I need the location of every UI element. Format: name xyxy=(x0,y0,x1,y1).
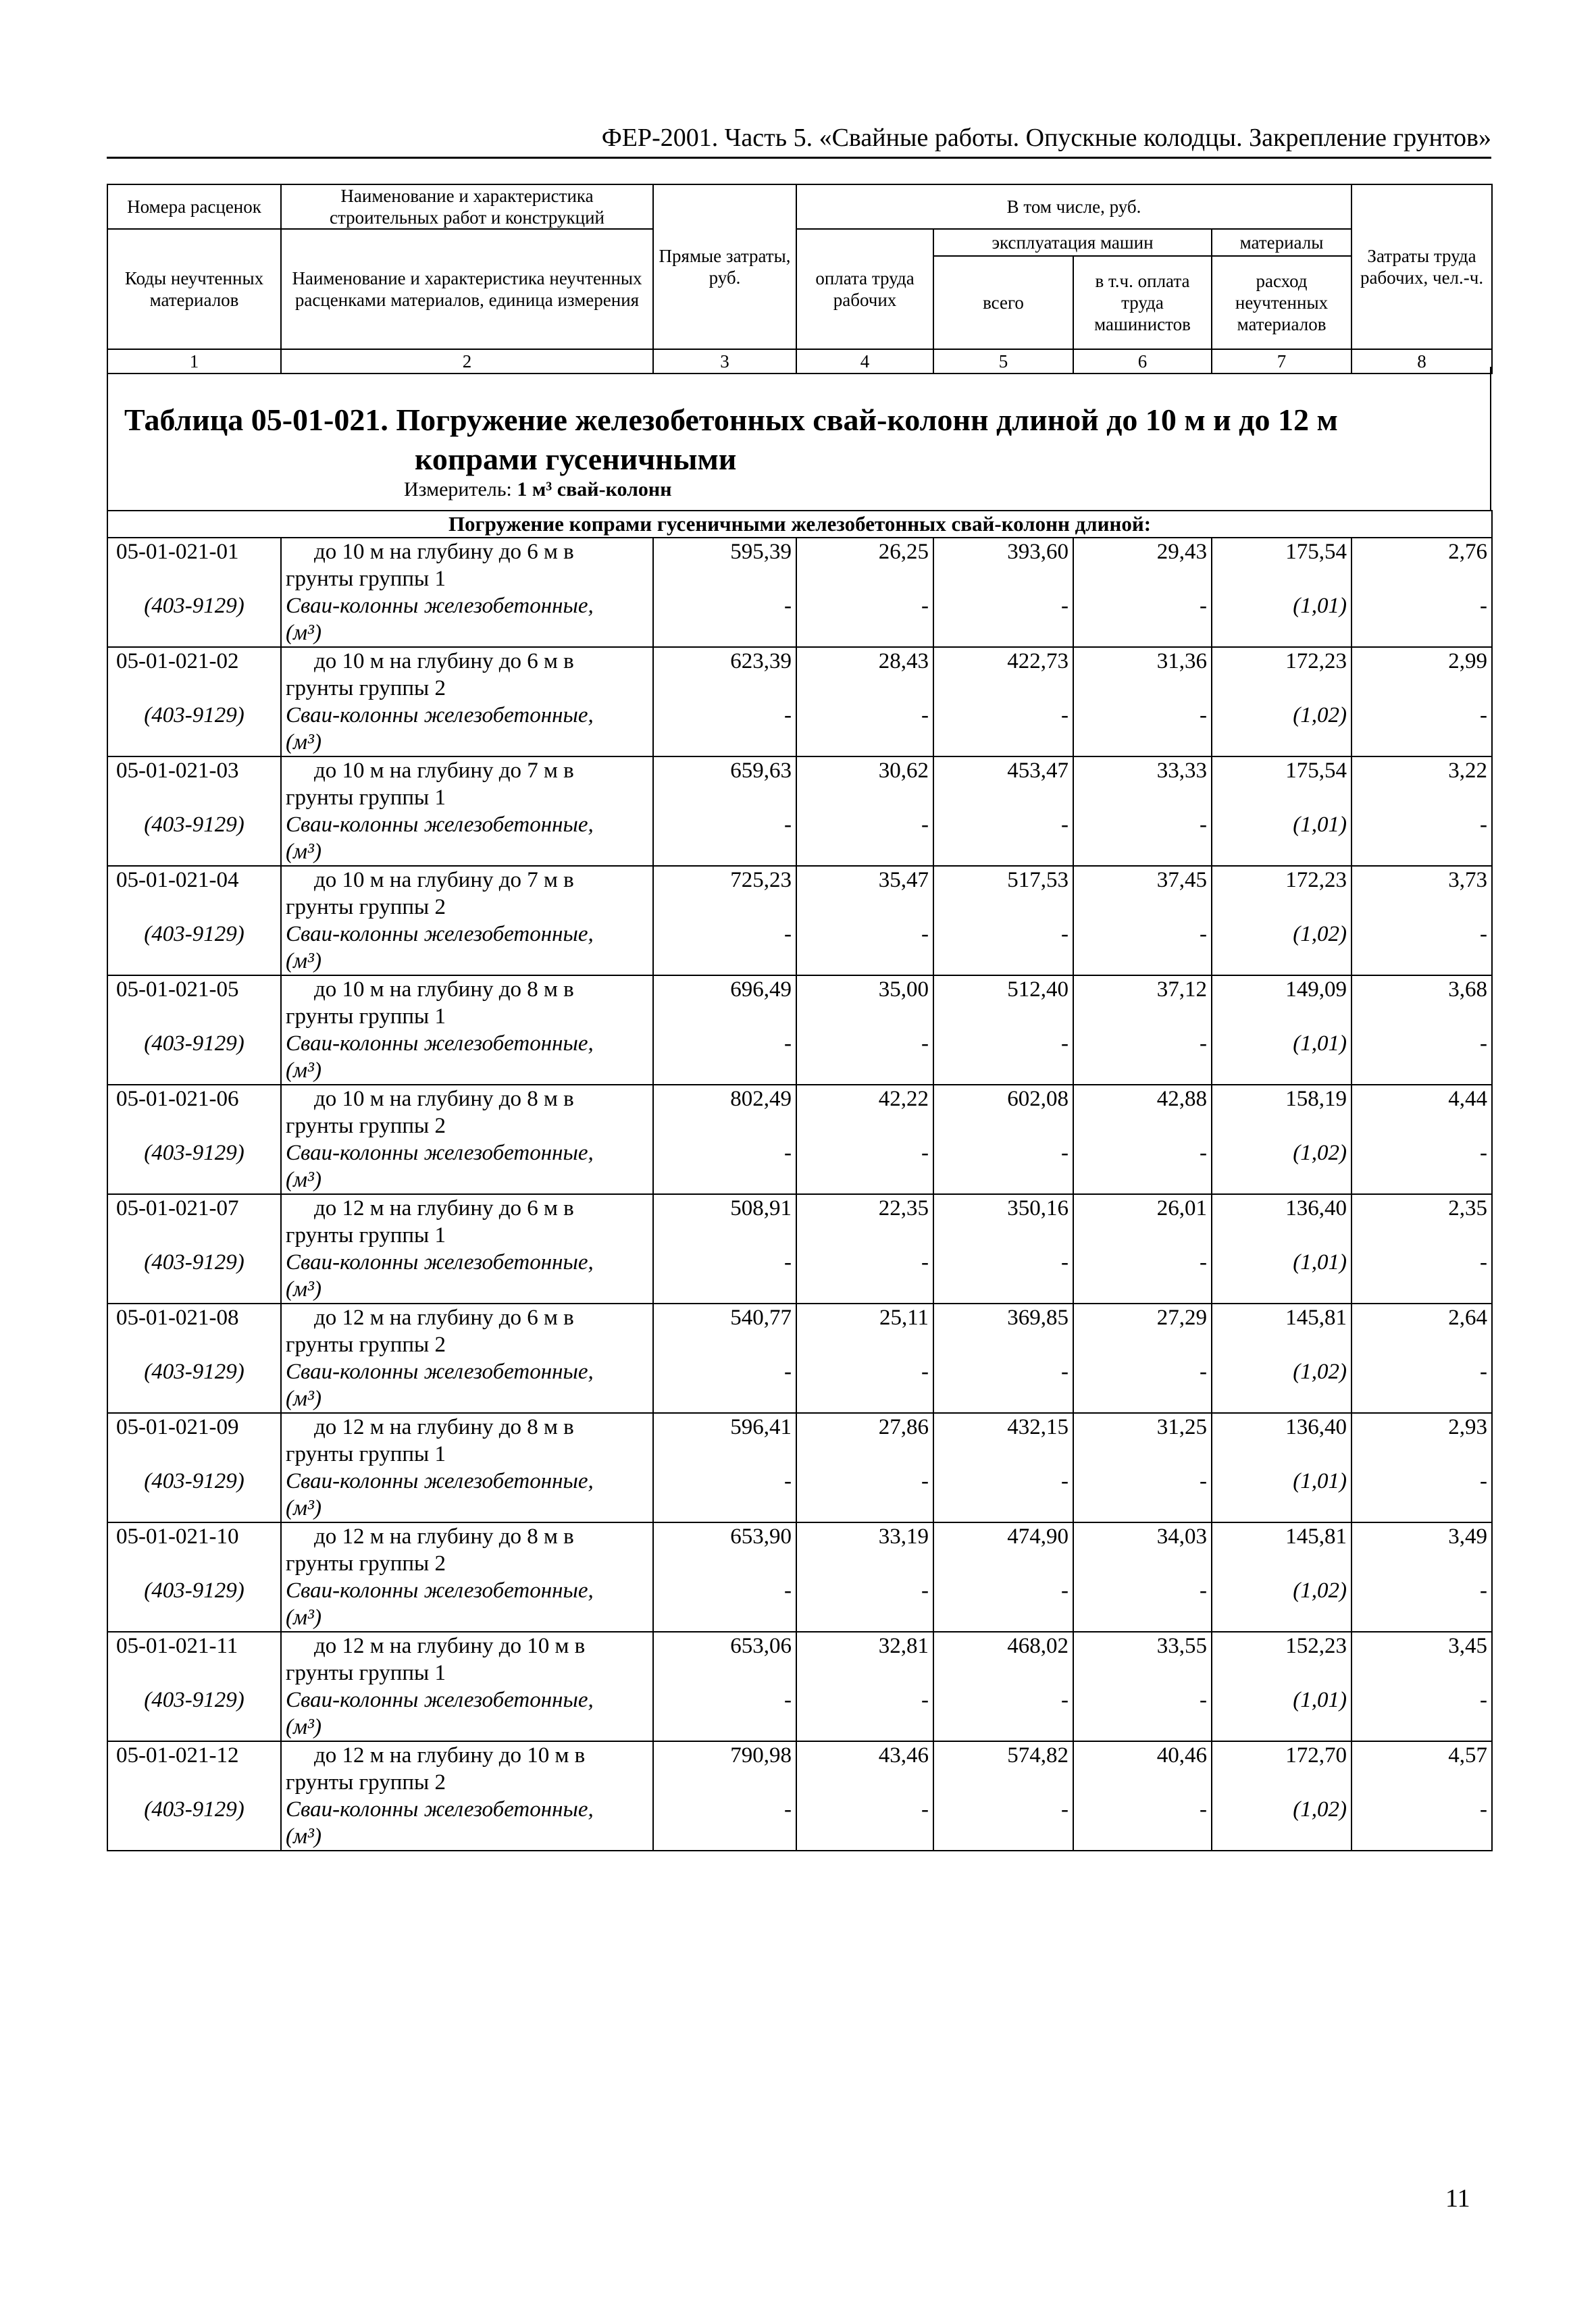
rate-name-line2: грунты группы 1 xyxy=(286,1442,446,1466)
material-value-m6: - xyxy=(1073,1687,1212,1741)
rate-value-v6: 42,88 xyxy=(1073,1085,1212,1139)
material-code: (403-9129) xyxy=(107,1577,281,1632)
material-value-m5: - xyxy=(933,921,1073,975)
running-header: ФЕР-2001. Часть 5. «Свайные работы. Опускные колодцы. Закрепление грунтов» xyxy=(107,122,1491,159)
column-number: 4 xyxy=(796,349,933,374)
rate-value-v5: 468,02 xyxy=(933,1632,1073,1687)
col7-header: расход неучтенных материалов xyxy=(1212,256,1352,349)
material-name-line1: Сваи-колонны железобетонные, xyxy=(286,1688,594,1712)
rate-value-v4: 42,22 xyxy=(796,1085,933,1139)
material-code: (403-9129) xyxy=(107,1358,281,1413)
rate-value-v5: 453,47 xyxy=(933,756,1073,811)
material-value-m7: (1,01) xyxy=(1212,811,1352,866)
rate-name xyxy=(281,866,653,921)
rate-name xyxy=(281,975,653,1030)
material-value-m7: (1,02) xyxy=(1212,1577,1352,1632)
material-name-line1: Сваи-колонны железобетонные, xyxy=(286,1469,594,1493)
material-unit: (м³) xyxy=(286,730,321,754)
rate-value-v7: 175,54 xyxy=(1212,538,1352,592)
material-value-m6: - xyxy=(1073,811,1212,866)
rate-name-line1: до 12 м на глубину до 6 м в xyxy=(314,1196,574,1220)
rate-value-v7: 172,70 xyxy=(1212,1741,1352,1796)
rate-value-v4: 25,11 xyxy=(796,1304,933,1358)
material-name xyxy=(281,921,653,975)
rate-code: 05-01-021-04 xyxy=(107,866,281,921)
material-unit: (м³) xyxy=(286,621,321,645)
rate-row xyxy=(107,538,1492,592)
rate-name-line2: грунты группы 2 xyxy=(286,1114,446,1138)
material-row xyxy=(107,1468,1492,1522)
material-code: (403-9129) xyxy=(107,811,281,866)
rate-value-v4: 35,00 xyxy=(796,975,933,1030)
rate-value-v3: 696,49 xyxy=(653,975,796,1030)
rate-value-v5: 432,15 xyxy=(933,1413,1073,1468)
rate-row xyxy=(107,975,1492,1030)
material-value-m6: - xyxy=(1073,1139,1212,1194)
material-value-m4: - xyxy=(796,811,933,866)
rate-value-v7: 158,19 xyxy=(1212,1085,1352,1139)
material-value-m4: - xyxy=(796,1796,933,1851)
rate-value-v4: 26,25 xyxy=(796,538,933,592)
rate-value-v5: 602,08 xyxy=(933,1085,1073,1139)
rate-value-v4: 28,43 xyxy=(796,647,933,702)
material-value-m5: - xyxy=(933,1139,1073,1194)
rate-value-v3: 653,06 xyxy=(653,1632,796,1687)
rate-name-line2: грунты группы 1 xyxy=(286,1661,446,1685)
material-value-m4: - xyxy=(796,1030,933,1085)
section-heading: Погружение копрами гусеничными железобетонных свай-колонн длиной: xyxy=(107,511,1492,538)
rate-row xyxy=(107,647,1492,702)
material-name-line1: Сваи-колонны железобетонные, xyxy=(286,1797,594,1822)
machines-header: эксплуатация машин xyxy=(933,229,1212,256)
rate-row xyxy=(107,1304,1492,1358)
material-value-m7: (1,01) xyxy=(1212,1249,1352,1304)
rate-row xyxy=(107,1413,1492,1468)
rate-value-v6: 34,03 xyxy=(1073,1522,1212,1577)
material-value-m8: - xyxy=(1352,1796,1492,1851)
rate-name xyxy=(281,1632,653,1687)
material-value-m7: (1,02) xyxy=(1212,1358,1352,1413)
material-row xyxy=(107,1577,1492,1632)
rate-name xyxy=(281,1304,653,1358)
rate-name-line2: грунты группы 1 xyxy=(286,1223,446,1248)
material-value-m5: - xyxy=(933,592,1073,647)
rate-value-v7: 172,23 xyxy=(1212,647,1352,702)
col1-top-header: Номера расценок xyxy=(107,184,281,229)
material-code: (403-9129) xyxy=(107,592,281,647)
material-value-m6: - xyxy=(1073,1468,1212,1522)
rate-value-v8: 3,73 xyxy=(1352,866,1492,921)
material-value-m3: - xyxy=(653,1468,796,1522)
rate-name xyxy=(281,1085,653,1139)
col5-header: всего xyxy=(933,256,1073,349)
material-value-m7: (1,02) xyxy=(1212,702,1352,756)
table-title-line2: копрами гусеничными xyxy=(415,442,737,476)
material-name-line1: Сваи-колонны железобетонные, xyxy=(286,1360,594,1384)
rate-name-line2: грунты группы 1 xyxy=(286,786,446,810)
material-unit: (м³) xyxy=(286,1715,321,1739)
material-value-m6: - xyxy=(1073,921,1212,975)
material-code: (403-9129) xyxy=(107,1687,281,1741)
material-value-m3: - xyxy=(653,1139,796,1194)
rate-value-v5: 369,85 xyxy=(933,1304,1073,1358)
material-value-m8: - xyxy=(1352,1577,1492,1632)
rate-value-v3: 659,63 xyxy=(653,756,796,811)
column-number: 1 xyxy=(107,349,281,374)
rate-row xyxy=(107,1741,1492,1796)
material-unit: (м³) xyxy=(286,1277,321,1302)
rate-name xyxy=(281,538,653,592)
rate-value-v5: 512,40 xyxy=(933,975,1073,1030)
rate-name xyxy=(281,756,653,811)
material-value-m7: (1,01) xyxy=(1212,1030,1352,1085)
col6-header: в т.ч. оплата труда машинистов xyxy=(1073,256,1212,349)
col4-header: оплата труда рабочих xyxy=(796,229,933,349)
material-unit: (м³) xyxy=(286,1496,321,1520)
material-value-m5: - xyxy=(933,1468,1073,1522)
material-value-m4: - xyxy=(796,702,933,756)
material-value-m4: - xyxy=(796,1358,933,1413)
rate-value-v5: 574,82 xyxy=(933,1741,1073,1796)
rate-value-v3: 595,39 xyxy=(653,538,796,592)
material-value-m4: - xyxy=(796,592,933,647)
material-value-m7: (1,01) xyxy=(1212,1468,1352,1522)
material-value-m7: (1,02) xyxy=(1212,1139,1352,1194)
material-value-m6: - xyxy=(1073,1796,1212,1851)
material-name-line1: Сваи-колонны железобетонные, xyxy=(286,1250,594,1275)
rate-name-line2: грунты группы 2 xyxy=(286,1551,446,1576)
column-number: 8 xyxy=(1352,349,1492,374)
material-value-m8: - xyxy=(1352,921,1492,975)
rate-code: 05-01-021-10 xyxy=(107,1522,281,1577)
column-number: 5 xyxy=(933,349,1073,374)
material-unit: (м³) xyxy=(286,949,321,973)
rate-row xyxy=(107,1522,1492,1577)
rate-value-v8: 4,57 xyxy=(1352,1741,1492,1796)
rate-value-v4: 22,35 xyxy=(796,1194,933,1249)
rate-code: 05-01-021-11 xyxy=(107,1632,281,1687)
rate-value-v7: 145,81 xyxy=(1212,1522,1352,1577)
rate-name-line1: до 10 м на глубину до 8 м в xyxy=(314,977,574,1002)
rate-name-line2: грунты группы 2 xyxy=(286,676,446,700)
rate-value-v7: 136,40 xyxy=(1212,1413,1352,1468)
material-value-m6: - xyxy=(1073,1577,1212,1632)
material-name xyxy=(281,1687,653,1741)
material-value-m8: - xyxy=(1352,592,1492,647)
rate-value-v8: 3,49 xyxy=(1352,1522,1492,1577)
material-row xyxy=(107,1687,1492,1741)
rate-code: 05-01-021-09 xyxy=(107,1413,281,1468)
rate-value-v4: 33,19 xyxy=(796,1522,933,1577)
material-code: (403-9129) xyxy=(107,1468,281,1522)
material-value-m3: - xyxy=(653,1577,796,1632)
material-unit: (м³) xyxy=(286,1605,321,1630)
material-value-m6: - xyxy=(1073,1030,1212,1085)
material-value-m8: - xyxy=(1352,1249,1492,1304)
material-value-m3: - xyxy=(653,592,796,647)
rate-value-v5: 517,53 xyxy=(933,866,1073,921)
rate-code: 05-01-021-08 xyxy=(107,1304,281,1358)
material-name xyxy=(281,1249,653,1304)
rate-name-line1: до 10 м на глубину до 6 м в xyxy=(314,540,574,564)
material-value-m5: - xyxy=(933,1577,1073,1632)
rate-value-v6: 33,33 xyxy=(1073,756,1212,811)
rate-value-v7: 136,40 xyxy=(1212,1194,1352,1249)
material-value-m3: - xyxy=(653,811,796,866)
material-row xyxy=(107,921,1492,975)
rate-value-v4: 43,46 xyxy=(796,1741,933,1796)
col3-header: Прямые затраты, руб. xyxy=(653,184,796,349)
rate-name xyxy=(281,1194,653,1249)
material-value-m7: (1,02) xyxy=(1212,1796,1352,1851)
page-number: 11 xyxy=(1445,2184,1470,2213)
rate-name-line2: грунты группы 2 xyxy=(286,1770,446,1795)
material-value-m6: - xyxy=(1073,1358,1212,1413)
rate-value-v8: 4,44 xyxy=(1352,1085,1492,1139)
unit-label: Измеритель: xyxy=(404,478,512,500)
material-value-m8: - xyxy=(1352,1358,1492,1413)
rate-value-v5: 422,73 xyxy=(933,647,1073,702)
rate-value-v7: 172,23 xyxy=(1212,866,1352,921)
rate-name-line1: до 10 м на глубину до 6 м в xyxy=(314,649,574,673)
rate-value-v3: 540,77 xyxy=(653,1304,796,1358)
material-value-m3: - xyxy=(653,921,796,975)
table-title xyxy=(124,401,1489,479)
rate-row xyxy=(107,1085,1492,1139)
material-value-m6: - xyxy=(1073,592,1212,647)
material-value-m5: - xyxy=(933,1030,1073,1085)
rate-name-line1: до 12 м на глубину до 6 м в xyxy=(314,1306,574,1330)
rate-name-line2: грунты группы 2 xyxy=(286,895,446,919)
rate-value-v4: 30,62 xyxy=(796,756,933,811)
material-name xyxy=(281,702,653,756)
rate-value-v3: 596,41 xyxy=(653,1413,796,1468)
rate-value-v5: 474,90 xyxy=(933,1522,1073,1577)
material-value-m8: - xyxy=(1352,811,1492,866)
materials-header: материалы xyxy=(1212,229,1352,256)
rate-value-v6: 33,55 xyxy=(1073,1632,1212,1687)
rate-value-v4: 35,47 xyxy=(796,866,933,921)
material-code: (403-9129) xyxy=(107,702,281,756)
rate-value-v7: 149,09 xyxy=(1212,975,1352,1030)
material-row xyxy=(107,702,1492,756)
rate-value-v6: 31,36 xyxy=(1073,647,1212,702)
rate-name xyxy=(281,1522,653,1577)
col2-bottom-header: Наименование и характеристика неучтенных расценками материалов, единица измерения xyxy=(281,229,653,349)
rate-name-line1: до 10 м на глубину до 8 м в xyxy=(314,1087,574,1111)
rate-value-v3: 725,23 xyxy=(653,866,796,921)
rate-name xyxy=(281,1741,653,1796)
rate-value-v7: 175,54 xyxy=(1212,756,1352,811)
rate-name-line1: до 12 м на глубину до 10 м в xyxy=(314,1743,586,1768)
rate-value-v3: 653,90 xyxy=(653,1522,796,1577)
rate-row xyxy=(107,1632,1492,1687)
material-value-m8: - xyxy=(1352,702,1492,756)
column-header-table xyxy=(107,184,1493,374)
material-name-line1: Сваи-колонны железобетонные, xyxy=(286,1031,594,1056)
material-unit: (м³) xyxy=(286,840,321,864)
table-title-block xyxy=(107,367,1491,510)
column-number: 3 xyxy=(653,349,796,374)
rate-code: 05-01-021-03 xyxy=(107,756,281,811)
material-value-m6: - xyxy=(1073,1249,1212,1304)
material-row xyxy=(107,1249,1492,1304)
material-name-line1: Сваи-колонны железобетонные, xyxy=(286,922,594,946)
material-code: (403-9129) xyxy=(107,921,281,975)
material-name xyxy=(281,1030,653,1085)
rate-value-v5: 393,60 xyxy=(933,538,1073,592)
rate-value-v3: 623,39 xyxy=(653,647,796,702)
rate-value-v7: 152,23 xyxy=(1212,1632,1352,1687)
rate-value-v8: 2,99 xyxy=(1352,647,1492,702)
material-value-m4: - xyxy=(796,1468,933,1522)
material-code: (403-9129) xyxy=(107,1139,281,1194)
rate-row xyxy=(107,1194,1492,1249)
material-name-line1: Сваи-колонны железобетонные, xyxy=(286,1578,594,1603)
material-code: (403-9129) xyxy=(107,1796,281,1851)
material-name-line1: Сваи-колонны железобетонные, xyxy=(286,594,594,618)
material-value-m4: - xyxy=(796,1139,933,1194)
material-value-m3: - xyxy=(653,1687,796,1741)
rate-value-v8: 3,45 xyxy=(1352,1632,1492,1687)
material-name-line1: Сваи-колонны железобетонные, xyxy=(286,703,594,727)
rate-code: 05-01-021-01 xyxy=(107,538,281,592)
material-name xyxy=(281,1139,653,1194)
rate-value-v8: 3,22 xyxy=(1352,756,1492,811)
material-value-m4: - xyxy=(796,921,933,975)
material-value-m6: - xyxy=(1073,702,1212,756)
material-value-m7: (1,02) xyxy=(1212,921,1352,975)
unit-of-measure xyxy=(404,478,671,501)
material-value-m5: - xyxy=(933,811,1073,866)
rate-value-v8: 2,64 xyxy=(1352,1304,1492,1358)
rate-code: 05-01-021-02 xyxy=(107,647,281,702)
rate-name xyxy=(281,647,653,702)
rate-value-v3: 508,91 xyxy=(653,1194,796,1249)
material-value-m5: - xyxy=(933,1249,1073,1304)
material-name-line1: Сваи-колонны железобетонные, xyxy=(286,1141,594,1165)
material-row xyxy=(107,592,1492,647)
material-value-m3: - xyxy=(653,1796,796,1851)
material-row xyxy=(107,1139,1492,1194)
rate-name-line1: до 10 м на глубину до 7 м в xyxy=(314,759,574,783)
rate-value-v4: 32,81 xyxy=(796,1632,933,1687)
rate-value-v8: 2,76 xyxy=(1352,538,1492,592)
unit-value: 1 м³ свай-колонн xyxy=(517,478,672,500)
rate-code: 05-01-021-07 xyxy=(107,1194,281,1249)
material-name xyxy=(281,1796,653,1851)
rate-value-v8: 2,93 xyxy=(1352,1413,1492,1468)
rate-value-v8: 2,35 xyxy=(1352,1194,1492,1249)
rate-name-line2: грунты группы 1 xyxy=(286,1004,446,1029)
rate-name xyxy=(281,1413,653,1468)
material-name xyxy=(281,1468,653,1522)
material-value-m8: - xyxy=(1352,1030,1492,1085)
material-value-m7: (1,01) xyxy=(1212,592,1352,647)
material-value-m3: - xyxy=(653,1358,796,1413)
material-name xyxy=(281,1358,653,1413)
rate-name-line1: до 10 м на глубину до 7 м в xyxy=(314,868,574,892)
rate-value-v5: 350,16 xyxy=(933,1194,1073,1249)
rate-value-v6: 26,01 xyxy=(1073,1194,1212,1249)
rate-value-v7: 145,81 xyxy=(1212,1304,1352,1358)
rate-code: 05-01-021-05 xyxy=(107,975,281,1030)
rate-value-v6: 27,29 xyxy=(1073,1304,1212,1358)
rate-name-line1: до 12 м на глубину до 8 м в xyxy=(314,1415,574,1439)
material-value-m5: - xyxy=(933,1358,1073,1413)
material-value-m3: - xyxy=(653,1249,796,1304)
rate-name-line1: до 12 м на глубину до 8 м в xyxy=(314,1524,574,1549)
material-row xyxy=(107,1358,1492,1413)
material-value-m5: - xyxy=(933,1687,1073,1741)
material-value-m4: - xyxy=(796,1577,933,1632)
material-name xyxy=(281,592,653,647)
column-number: 6 xyxy=(1073,349,1212,374)
rate-name-line2: грунты группы 2 xyxy=(286,1333,446,1357)
col8-header: Затраты труда рабочих, чел.-ч. xyxy=(1352,184,1492,349)
rate-row xyxy=(107,866,1492,921)
material-value-m4: - xyxy=(796,1687,933,1741)
col1-bottom-header: Коды неучтенных материалов xyxy=(107,229,281,349)
material-row xyxy=(107,1796,1492,1851)
group-header: В том числе, руб. xyxy=(796,184,1352,229)
rate-row xyxy=(107,756,1492,811)
column-number: 7 xyxy=(1212,349,1352,374)
rates-table xyxy=(107,510,1493,1851)
rate-code: 05-01-021-12 xyxy=(107,1741,281,1796)
rate-value-v6: 40,46 xyxy=(1073,1741,1212,1796)
material-row xyxy=(107,811,1492,866)
material-value-m4: - xyxy=(796,1249,933,1304)
rate-value-v3: 802,49 xyxy=(653,1085,796,1139)
material-value-m3: - xyxy=(653,702,796,756)
material-value-m3: - xyxy=(653,1030,796,1085)
material-name xyxy=(281,1577,653,1632)
rate-name-line1: до 12 м на глубину до 10 м в xyxy=(314,1634,586,1658)
col2-top-header: Наименование и характеристика строительных работ и конструкций xyxy=(281,184,653,229)
material-unit: (м³) xyxy=(286,1824,321,1849)
rate-value-v6: 29,43 xyxy=(1073,538,1212,592)
material-value-m8: - xyxy=(1352,1139,1492,1194)
material-value-m7: (1,01) xyxy=(1212,1687,1352,1741)
rate-value-v8: 3,68 xyxy=(1352,975,1492,1030)
material-value-m5: - xyxy=(933,1796,1073,1851)
material-unit: (м³) xyxy=(286,1058,321,1083)
column-number: 2 xyxy=(281,349,653,374)
rate-value-v6: 31,25 xyxy=(1073,1413,1212,1468)
material-value-m8: - xyxy=(1352,1687,1492,1741)
rate-value-v6: 37,45 xyxy=(1073,866,1212,921)
material-unit: (м³) xyxy=(286,1168,321,1192)
material-unit: (м³) xyxy=(286,1387,321,1411)
material-code: (403-9129) xyxy=(107,1030,281,1085)
material-name-line1: Сваи-колонны железобетонные, xyxy=(286,813,594,837)
material-value-m8: - xyxy=(1352,1468,1492,1522)
rate-code: 05-01-021-06 xyxy=(107,1085,281,1139)
rate-value-v6: 37,12 xyxy=(1073,975,1212,1030)
material-code: (403-9129) xyxy=(107,1249,281,1304)
rate-value-v3: 790,98 xyxy=(653,1741,796,1796)
table-title-line1: Таблица 05-01-021. Погружение железобетонных свай-колонн длиной до 10 м и до 12 м xyxy=(124,403,1338,437)
rate-value-v4: 27,86 xyxy=(796,1413,933,1468)
rate-name-line2: грунты группы 1 xyxy=(286,567,446,591)
material-row xyxy=(107,1030,1492,1085)
material-value-m5: - xyxy=(933,702,1073,756)
material-name xyxy=(281,811,653,866)
